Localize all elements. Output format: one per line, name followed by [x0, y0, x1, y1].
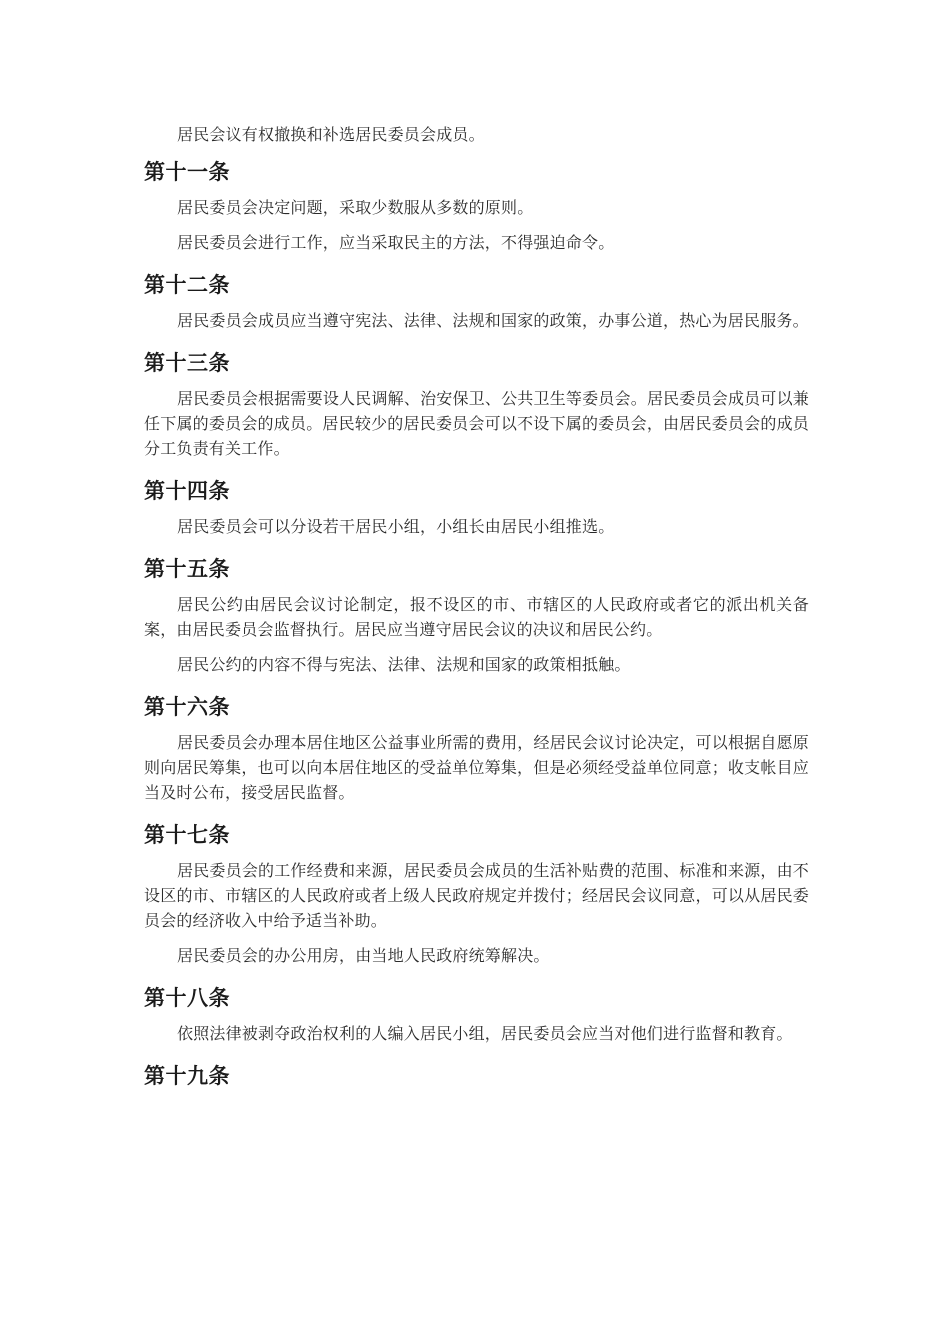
article-section: [144, 157, 809, 255]
article-section: [144, 1061, 809, 1091]
article-heading: 第十二条: [144, 272, 230, 297]
article-heading: 第十一条: [144, 159, 230, 184]
lead-paragraph: 居民会议有权撤换和补选居民委员会成员。: [177, 125, 485, 144]
article-paragraph: 居民公约由居民会议讨论制定，报不设区的市、市辖区的人民政府或者它的派出机关备案，由居民委员会监督执行。居民应当遵守居民会议的决议和居民公约。: [144, 595, 809, 639]
article-paragraph: 居民委员会成员应当遵守宪法、法律、法规和国家的政策，办事公道，热心为居民服务。: [177, 311, 809, 330]
article-paragraph: 居民委员会决定问题，采取少数服从多数的原则。: [177, 198, 534, 217]
article-section: [144, 270, 809, 333]
article-paragraph: 居民委员会的办公用房，由当地人民政府统筹解决。: [177, 946, 550, 965]
article-heading: 第十六条: [144, 694, 230, 719]
article-section: [144, 983, 809, 1046]
article-section: [144, 554, 809, 677]
article-paragraph: 居民公约的内容不得与宪法、法律、法规和国家的政策相抵触。: [177, 655, 631, 674]
article-heading: 第十三条: [144, 350, 230, 375]
article-section: [144, 692, 809, 805]
document-page: [144, 122, 809, 1099]
article-heading: 第十九条: [144, 1063, 230, 1088]
article-paragraph: 居民委员会根据需要设人民调解、治安保卫、公共卫生等委员会。居民委员会成员可以兼任下属的委员会的成员。居民较少的居民委员会可以不设下属的委员会，由居民委员会的成员分工负责有关工作。: [144, 389, 809, 458]
article-heading: 第十七条: [144, 822, 230, 847]
article-paragraph: 居民委员会可以分设若干居民小组，小组长由居民小组推选。: [177, 517, 615, 536]
article-section: [144, 820, 809, 968]
article-heading: 第十四条: [144, 478, 230, 503]
articles-list: [144, 157, 809, 1091]
article-paragraph: 居民委员会进行工作，应当采取民主的方法，不得强迫命令。: [177, 233, 615, 252]
article-paragraph: 依照法律被剥夺政治权利的人编入居民小组，居民委员会应当对他们进行监督和教育。: [177, 1024, 793, 1043]
article-paragraph: 居民委员会办理本居住地区公益事业所需的费用，经居民会议讨论决定，可以根据自愿原则向居民筹集，也可以向本居住地区的受益单位筹集，但是必须经受益单位同意；收支帐目应当及时公布，接受居民监督。: [144, 733, 809, 802]
article-section: [144, 348, 809, 461]
article-paragraph: 居民委员会的工作经费和来源，居民委员会成员的生活补贴费的范围、标准和来源，由不设区的市、市辖区的人民政府或者上级人民政府规定并拨付；经居民会议同意，可以从居民委员会的经济收入中给予适当补助。: [144, 861, 809, 930]
article-section: [144, 476, 809, 539]
article-heading: 第十五条: [144, 556, 230, 581]
article-heading: 第十八条: [144, 985, 230, 1010]
